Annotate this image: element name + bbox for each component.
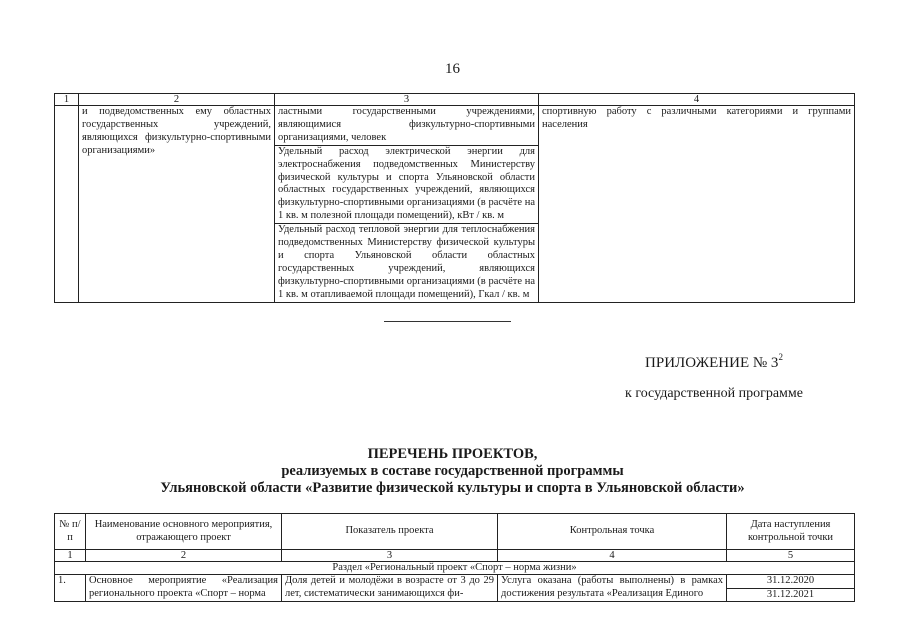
table-row [55, 106, 855, 146]
section-row [55, 562, 855, 575]
header-cell: 4 [539, 94, 855, 106]
column-number: 4 [498, 550, 727, 562]
header-cell: Наименование основного мероприятия, отражающего проект [86, 514, 282, 550]
indicator-cell: ластными государственными учреждениями, являющимися физкультурно-спортивными организациями, человек [275, 106, 539, 146]
heading-line: ПЕРЕЧЕНЬ ПРОЕКТОВ, [367, 446, 538, 462]
column-number: 3 [282, 550, 498, 562]
header-cell: Показатель проекта [282, 514, 498, 550]
appendix-title [600, 352, 828, 372]
column-number: 1 [55, 550, 86, 562]
indicator-cell: Удельный расход электрической энергии для электроснабжения подведомственных Министерству физической культуры и спорта Ульяновской области областных государственных учреждений, являющихся физкультурно-спортивными организациями (в расчёте на 1 кв. м полезной площади помещений), кВт / кв. м [275, 145, 539, 223]
header-cell: Контрольная точка [498, 514, 727, 550]
event-text-cell: и подведомственных ему областных государственных учреждений, являющихся физкультурно-спортивными организациями» [79, 106, 275, 303]
header-cell: 2 [79, 94, 275, 106]
heading-line: Ульяновской области «Развитие физической культуры и спорта в Ульяновской области» [160, 480, 745, 496]
divider-line [384, 321, 511, 322]
date-value: 31.12.2020 [727, 575, 854, 589]
heading-line: реализуемых в составе государственной программы [281, 463, 624, 479]
appendix-subtitle: к государственной программе [625, 386, 803, 401]
header-cell: Дата наступления контрольной точки [727, 514, 855, 550]
appendix-title-text: ПРИЛОЖЕНИЕ № 3 [645, 355, 779, 371]
empty-cell [55, 106, 79, 303]
table-header-row [55, 94, 855, 106]
indicator-cell: Доля детей и молодёжи в возрасте от 3 до 29 лет, систематически занимающихся фи- [282, 575, 498, 602]
continuation-table [54, 93, 855, 303]
page-number: 16 [445, 61, 460, 77]
header-cell: 3 [275, 94, 539, 106]
column-number-row [55, 550, 855, 562]
description-cell: спортивную работу с различными категориями и группами населения [539, 106, 855, 303]
row-number: 1. [55, 575, 86, 602]
table-header-row [55, 514, 855, 550]
projects-table [54, 513, 855, 602]
header-cell: 1 [55, 94, 79, 106]
control-point-cell: Услуга оказана (работы выполнены) в рамках достижения результата «Реализация Единого [498, 575, 727, 602]
appendix-superscript: 2 [778, 352, 783, 362]
date-value: 31.12.2021 [766, 588, 815, 600]
dates-cell [727, 575, 855, 602]
section-title: Раздел «Региональный проект «Спорт – норма жизни» [55, 562, 855, 575]
table-row [55, 575, 855, 602]
indicator-cell: Удельный расход тепловой энергии для теплоснабжения подведомственных Министерству физической культуры и спорта Ульяновской области областных государственных учреждений, являющихся физкультурно-спортивными организациями (в расчёте на 1 кв. м отапливаемой площади помещений), Гкал / кв. м [275, 224, 539, 302]
column-number: 5 [727, 550, 855, 562]
header-cell: № п/п [55, 514, 86, 550]
event-cell: Основное мероприятие «Реализация регионального проекта «Спорт – норма [86, 575, 282, 602]
document-heading [0, 446, 905, 497]
column-number: 2 [86, 550, 282, 562]
